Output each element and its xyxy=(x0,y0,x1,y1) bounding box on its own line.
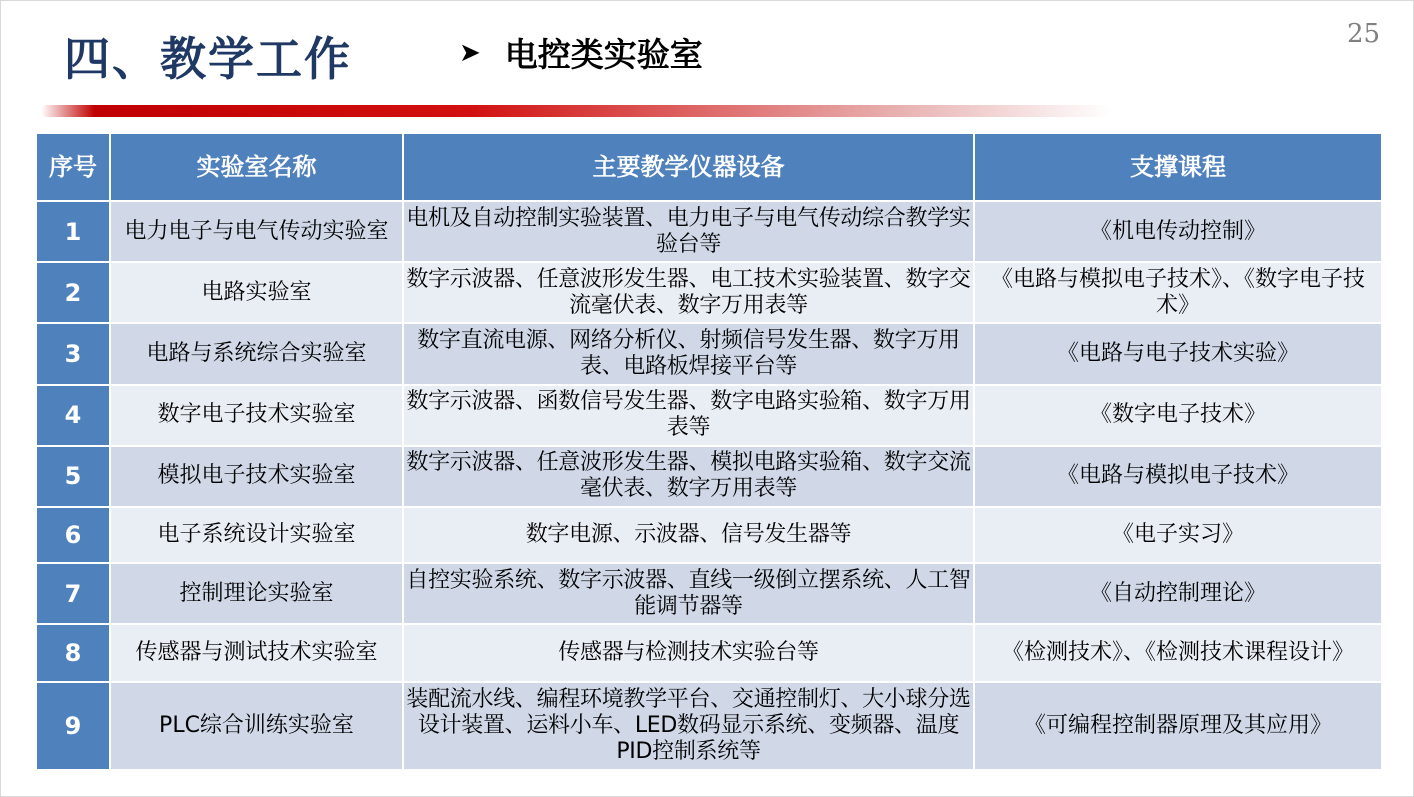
course: 《可编程控制器原理及其应用》 xyxy=(974,682,1382,770)
equipment: 传感器与检测技术实验台等 xyxy=(403,624,974,681)
row-index: 4 xyxy=(36,385,110,446)
course: 《数字电子技术》 xyxy=(974,385,1382,446)
subtitle: 电控类实验室 xyxy=(504,35,703,74)
column-header-lab-name: 实验室名称 xyxy=(110,133,403,201)
lab-name: 传感器与测试技术实验室 xyxy=(110,624,403,681)
column-header-index: 序号 xyxy=(36,133,110,201)
course: 《电路与模拟电子技术》、《数字电子技术》 xyxy=(974,262,1382,323)
course: 《检测技术》、《检测技术课程设计》 xyxy=(974,624,1382,681)
row-index: 6 xyxy=(36,507,110,563)
row-index: 7 xyxy=(36,563,110,624)
title-underline-bar xyxy=(41,105,1111,117)
section-title: 四、教学工作 xyxy=(64,32,352,86)
equipment: 数字示波器、任意波形发生器、电工技术实验装置、数字交流毫伏表、数字万用表等 xyxy=(403,262,974,323)
table-row xyxy=(36,507,1382,563)
table-row xyxy=(36,323,1382,384)
row-index: 5 xyxy=(36,446,110,507)
table-row xyxy=(36,563,1382,624)
course: 《电路与电子技术实验》 xyxy=(974,323,1382,384)
lab-name: 数字电子技术实验室 xyxy=(110,385,403,446)
row-index: 9 xyxy=(36,682,110,770)
lab-name: 控制理论实验室 xyxy=(110,563,403,624)
lab-name: 电路实验室 xyxy=(110,262,403,323)
arrow-right-icon: ➤ xyxy=(459,37,481,68)
lab-name: 电路与系统综合实验室 xyxy=(110,323,403,384)
lab-name: 电力电子与电气传动实验室 xyxy=(110,201,403,262)
equipment: 自控实验系统、数字示波器、直线一级倒立摆系统、人工智能调节器等 xyxy=(403,563,974,624)
equipment: 电机及自动控制实验装置、电力电子与电气传动综合教学实验台等 xyxy=(403,201,974,262)
column-header-course: 支撑课程 xyxy=(974,133,1382,201)
row-index: 8 xyxy=(36,624,110,681)
table-row xyxy=(36,624,1382,681)
equipment: 数字直流电源、网络分析仪、射频信号发生器、数字万用表、电路板焊接平台等 xyxy=(403,323,974,384)
lab-name: 电子系统设计实验室 xyxy=(110,507,403,563)
equipment: 数字电源、示波器、信号发生器等 xyxy=(403,507,974,563)
table-row xyxy=(36,385,1382,446)
equipment: 装配流水线、编程环境教学平台、交通控制灯、大小球分选设计装置、运料小车、LED数码显示系统、变频器、温度PID控制系统等 xyxy=(403,682,974,770)
row-index: 3 xyxy=(36,323,110,384)
equipment: 数字示波器、任意波形发生器、模拟电路实验箱、数字交流毫伏表、数字万用表等 xyxy=(403,446,974,507)
course: 《电子实习》 xyxy=(974,507,1382,563)
equipment: 数字示波器、函数信号发生器、数字电路实验箱、数字万用表等 xyxy=(403,385,974,446)
column-header-equipment: 主要教学仪器设备 xyxy=(403,133,974,201)
subtitle-group xyxy=(459,29,703,76)
lab-name: 模拟电子技术实验室 xyxy=(110,446,403,507)
table-row xyxy=(36,262,1382,323)
page-number: 25 xyxy=(1347,19,1381,49)
row-index: 2 xyxy=(36,262,110,323)
lab-table xyxy=(35,132,1383,771)
course: 《电路与模拟电子技术》 xyxy=(974,446,1382,507)
course: 《自动控制理论》 xyxy=(974,563,1382,624)
table-row xyxy=(36,446,1382,507)
table-header-row xyxy=(36,133,1382,201)
row-index: 1 xyxy=(36,201,110,262)
table-row xyxy=(36,682,1382,770)
course: 《机电传动控制》 xyxy=(974,201,1382,262)
lab-name: PLC综合训练实验室 xyxy=(110,682,403,770)
table-row xyxy=(36,201,1382,262)
